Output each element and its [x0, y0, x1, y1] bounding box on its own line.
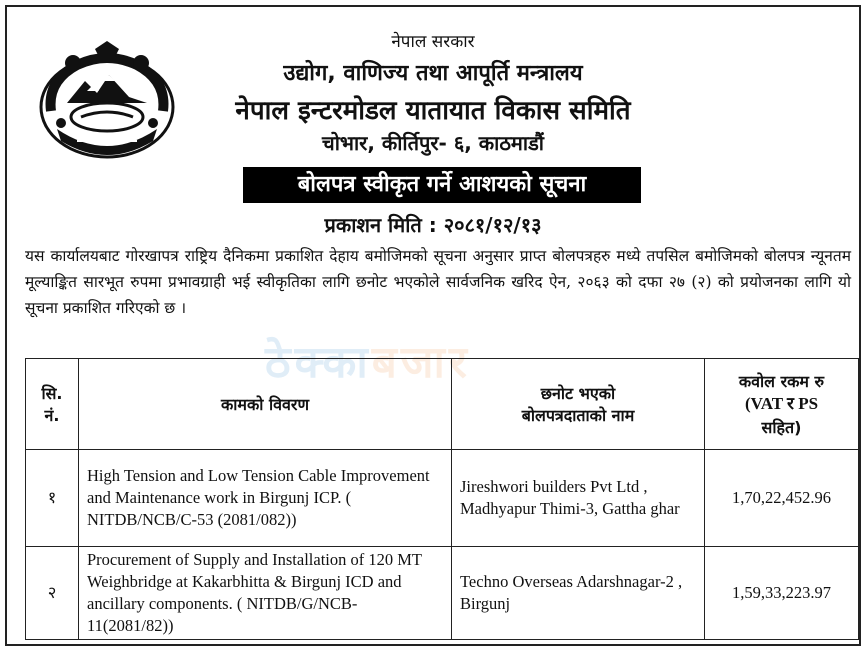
col-header-bidder [452, 359, 705, 450]
ministry-name: उद्योग, वाणिज्य तथा आपूर्ति मन्त्रालय [283, 61, 583, 86]
col-header-amount-line1: कवोल रकम रु [738, 372, 825, 391]
col-header-amount-line3: सहित) [761, 418, 802, 437]
col-header-sn [26, 359, 79, 450]
col-header-description: कामको विवरण [79, 359, 452, 450]
col-header-sn-line1: सि. [41, 384, 63, 403]
notice-title: बोलपत्र स्वीकृत गर्ने आशयको सूचना [243, 167, 641, 203]
award-table [25, 358, 859, 640]
col-header-bidder-line1: छनोट भएको [540, 384, 616, 403]
col-header-amount [705, 359, 859, 450]
row-sn: २ [26, 547, 79, 640]
notice-document [5, 5, 861, 646]
table-row [26, 450, 859, 547]
row-description: High Tension and Low Tension Cable Improvement and Maintenance work in Birgunj ICP. ( NITDB/NCB/C-53 (2081/082)) [79, 450, 452, 547]
notice-body: यस कार्यालयबाट गोरखापत्र राष्ट्रिय दैनिकमा प्रकाशित देहाय बमोजिमको सूचना अनुसार प्राप्त बोलपत्रहरु मध्ये तपसिल बमोजिमको बोलपत्र न्यूनतम मूल्याङ्कित सारभूत रुपमा प्रभावग्राही भई स्वीकृतिका लागि छनोट भएकोले सार्वजनिक खरिद ऐन, २०६३ को दफा २७ (२) को प्रयोजनका लागि यो सूचना प्रकाशित गरिएको छ । [25, 247, 851, 317]
organization-address: चोभार, कीर्तिपुर- ६, काठमाडौं [322, 131, 544, 155]
row-bidder: Jireshwori builders Pvt Ltd , Madhyapur Thimi-3, Gattha ghar [452, 450, 705, 547]
col-header-sn-line2: नं. [44, 406, 60, 425]
col-header-bidder-line2: बोलपत्रदाताको नाम [521, 406, 635, 425]
row-amount: 1,59,33,223.97 [705, 547, 859, 640]
table-row [26, 547, 859, 640]
table-header-row [26, 359, 859, 450]
government-name: नेपाल सरकार [391, 32, 475, 52]
publication-date: प्रकाशन मिति : २०८१/१२/१३ [324, 213, 542, 237]
row-description: Procurement of Supply and Installation of 120 MT Weighbridge at Kakarbhitta & Birgunj ICD and ancillary components. ( NITDB/G/NCB-11(2081/82)) [79, 547, 452, 640]
row-sn: १ [26, 450, 79, 547]
watermark-part-1: ठेक्का [265, 337, 372, 388]
row-amount: 1,70,22,452.96 [705, 450, 859, 547]
organization-name: नेपाल इन्टरमोडल यातायात विकास समिति [235, 96, 631, 126]
watermark-part-2: बजार [371, 337, 471, 388]
col-header-amount-line2: (VAT र PS [744, 394, 819, 413]
row-bidder: Techno Overseas Adarshnagar-2 , Birgunj [452, 547, 705, 640]
